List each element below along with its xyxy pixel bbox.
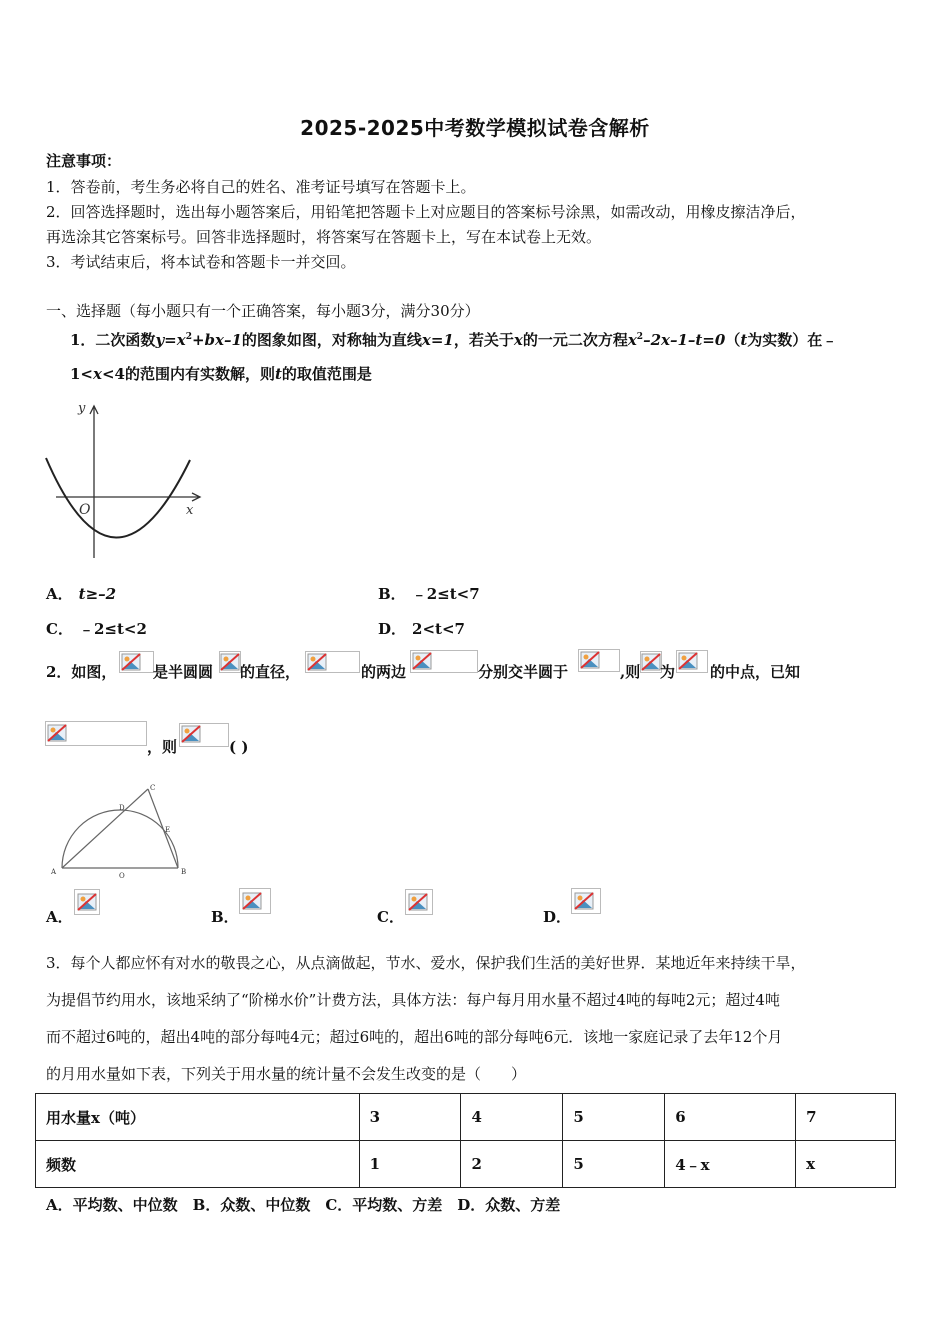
q1-formula: t	[740, 331, 748, 349]
table-cell: 3	[359, 1094, 461, 1141]
option-letter: C．	[46, 620, 73, 638]
table-cell: 5	[563, 1094, 665, 1141]
page-title: 2025-2025中考数学模拟试卷含解析	[300, 116, 650, 140]
q1-text: <4的范围内有实数解，则	[101, 365, 275, 383]
q1-formula: t	[274, 365, 282, 383]
y-label: y	[78, 401, 86, 416]
label-d: D	[119, 804, 125, 812]
q1-text: （	[725, 331, 741, 349]
label-a: A	[51, 868, 57, 876]
label-o: O	[119, 872, 125, 880]
table-cell: 频数	[36, 1141, 360, 1188]
broken-image-icon	[410, 650, 478, 673]
table-row	[36, 1094, 896, 1141]
option-value: 2<t<7	[412, 620, 465, 638]
label-e: E	[165, 826, 171, 834]
q2-text-9: ，则	[147, 738, 178, 756]
q1-option-c	[46, 618, 147, 639]
broken-image-icon	[676, 650, 708, 673]
q2-text-2: 是半圆圆	[153, 663, 214, 681]
q1-option-a	[46, 583, 116, 604]
label-c: C	[150, 784, 156, 792]
q1-text: 的取值范围是	[281, 365, 372, 383]
q1-formula: y=x	[155, 331, 186, 349]
q2-text-3: 的直径，	[240, 663, 301, 681]
x-label: x	[186, 503, 194, 518]
q3-options: A．平均数、中位数 B．众数、中位数 C．平均数、方差 D．众数、方差	[46, 1196, 561, 1214]
semicircle-arc	[62, 810, 178, 868]
broken-image-icon	[405, 889, 433, 915]
q1-line2	[70, 365, 372, 383]
broken-image-icon	[74, 889, 100, 915]
q2-text-6: ,则	[620, 663, 641, 681]
notice-heading: 注意事项：	[46, 152, 122, 170]
q2-text-7: 为	[660, 663, 676, 681]
q2-option-d: D．	[543, 908, 572, 926]
broken-image-icon	[219, 651, 241, 673]
q2-option-c: C．	[377, 908, 404, 926]
q1-formula: x	[93, 365, 102, 383]
table-cell: 7	[796, 1094, 896, 1141]
notice-item-1: 1．答卷前，考生务必将自己的姓名、准考证号填写在答题卡上。	[46, 178, 476, 196]
q3-line2: 为提倡节约用水，该地采纳了“阶梯水价”计费方法，具体方法：每户每月用水量不超过4吨的每吨2元；超过4吨	[46, 991, 780, 1009]
option-value: ﹣2≤t<7	[411, 585, 480, 603]
q1-text: 为实数）在﹣	[747, 331, 838, 349]
table-cell: 4	[461, 1094, 563, 1141]
notice-item-3: 3．考试结束后，将本试卷和答题卡一并交回。	[46, 253, 356, 271]
q1-text: 的一元二次方程	[522, 331, 628, 349]
table-cell: 2	[461, 1141, 563, 1188]
q1-option-d	[378, 618, 465, 639]
option-letter: B．	[378, 585, 406, 603]
option-letter: D．	[378, 620, 407, 638]
q2-option-a: A．	[46, 908, 73, 926]
q1-line1	[70, 328, 837, 349]
q1-sup: 2	[636, 332, 644, 342]
table-cell: 6	[665, 1094, 796, 1141]
q1-text: ，若关于	[453, 331, 514, 349]
q2-text-10: ( )	[229, 738, 249, 756]
notice-item-2b: 再选涂其它答案标号。回答非选择题时，将答案写在答题卡上，写在本试卷上无效。	[46, 228, 602, 246]
q2-text-4: 的两边	[361, 663, 407, 681]
table-cell: 4﹣x	[665, 1141, 796, 1188]
broken-image-icon	[239, 888, 271, 914]
table-cell: 1	[359, 1141, 461, 1188]
parabola-curve	[46, 458, 190, 538]
q1-option-b	[378, 583, 480, 604]
q1-formula: x	[627, 331, 637, 349]
q1-text: 1．二次函数	[70, 331, 156, 349]
option-letter: A．	[46, 585, 73, 603]
option-value: t≥–2	[78, 585, 117, 603]
section-heading: 一、选择题（每小题只有一个正确答案，每小题3分，满分30分）	[46, 302, 480, 320]
q1-formula: x	[513, 331, 523, 349]
water-usage-table	[35, 1093, 896, 1188]
broken-image-icon	[578, 649, 620, 672]
broken-image-icon	[179, 723, 229, 747]
q2-text-1: 2．如图，	[46, 663, 117, 681]
table-cell: 5	[563, 1141, 665, 1188]
q2-text-5: 分别交半圆于	[478, 663, 569, 681]
q3-line1: 3．每个人都应怀有对水的敬畏之心，从点滴做起，节水、爱水，保护我们生活的美好世界．某地近年来持续干旱，	[46, 954, 806, 972]
q1-text: 1<	[70, 365, 94, 383]
broken-image-icon	[571, 888, 601, 914]
table-row	[36, 1141, 896, 1188]
q1-sup: 2	[185, 332, 192, 342]
table-cell: 用水量x（吨）	[36, 1094, 360, 1141]
parabola-graph	[42, 398, 207, 563]
table-cell: x	[796, 1141, 896, 1188]
q3-line4: 的月用水量如下表，下列关于用水量的统计量不会发生改变的是（ ）	[46, 1065, 527, 1083]
broken-image-icon	[305, 651, 360, 673]
q1-formula: x=1	[421, 331, 454, 349]
broken-image-icon	[119, 651, 154, 673]
q2-option-b: B．	[211, 908, 239, 926]
label-b: B	[181, 868, 187, 876]
semicircle-figure	[45, 780, 195, 880]
q1-text: 的图象如图，对称轴为直线	[241, 331, 422, 349]
origin-label: O	[79, 502, 91, 518]
side-bc	[148, 789, 178, 868]
side-ac	[62, 789, 148, 868]
q3-line3: 而不超过6吨的，超出4吨的部分每吨4元；超过6吨的，超出6吨的部分每吨6元．该地一家庭记录了去年12个月	[46, 1028, 783, 1046]
option-value: ﹣2≤t<2	[78, 620, 147, 638]
q1-formula: +bx–1	[191, 331, 242, 349]
broken-image-icon	[45, 721, 147, 746]
q1-formula: –2x–1–t=0	[643, 331, 726, 349]
notice-item-2a: 2．回答选择题时，选出每小题答案后，用铅笔把答题卡上对应题目的答案标号涂黑，如需改动，用橡皮擦洁净后，	[46, 203, 806, 221]
broken-image-icon	[640, 651, 662, 673]
q2-text-8: 的中点，已知	[710, 663, 801, 681]
